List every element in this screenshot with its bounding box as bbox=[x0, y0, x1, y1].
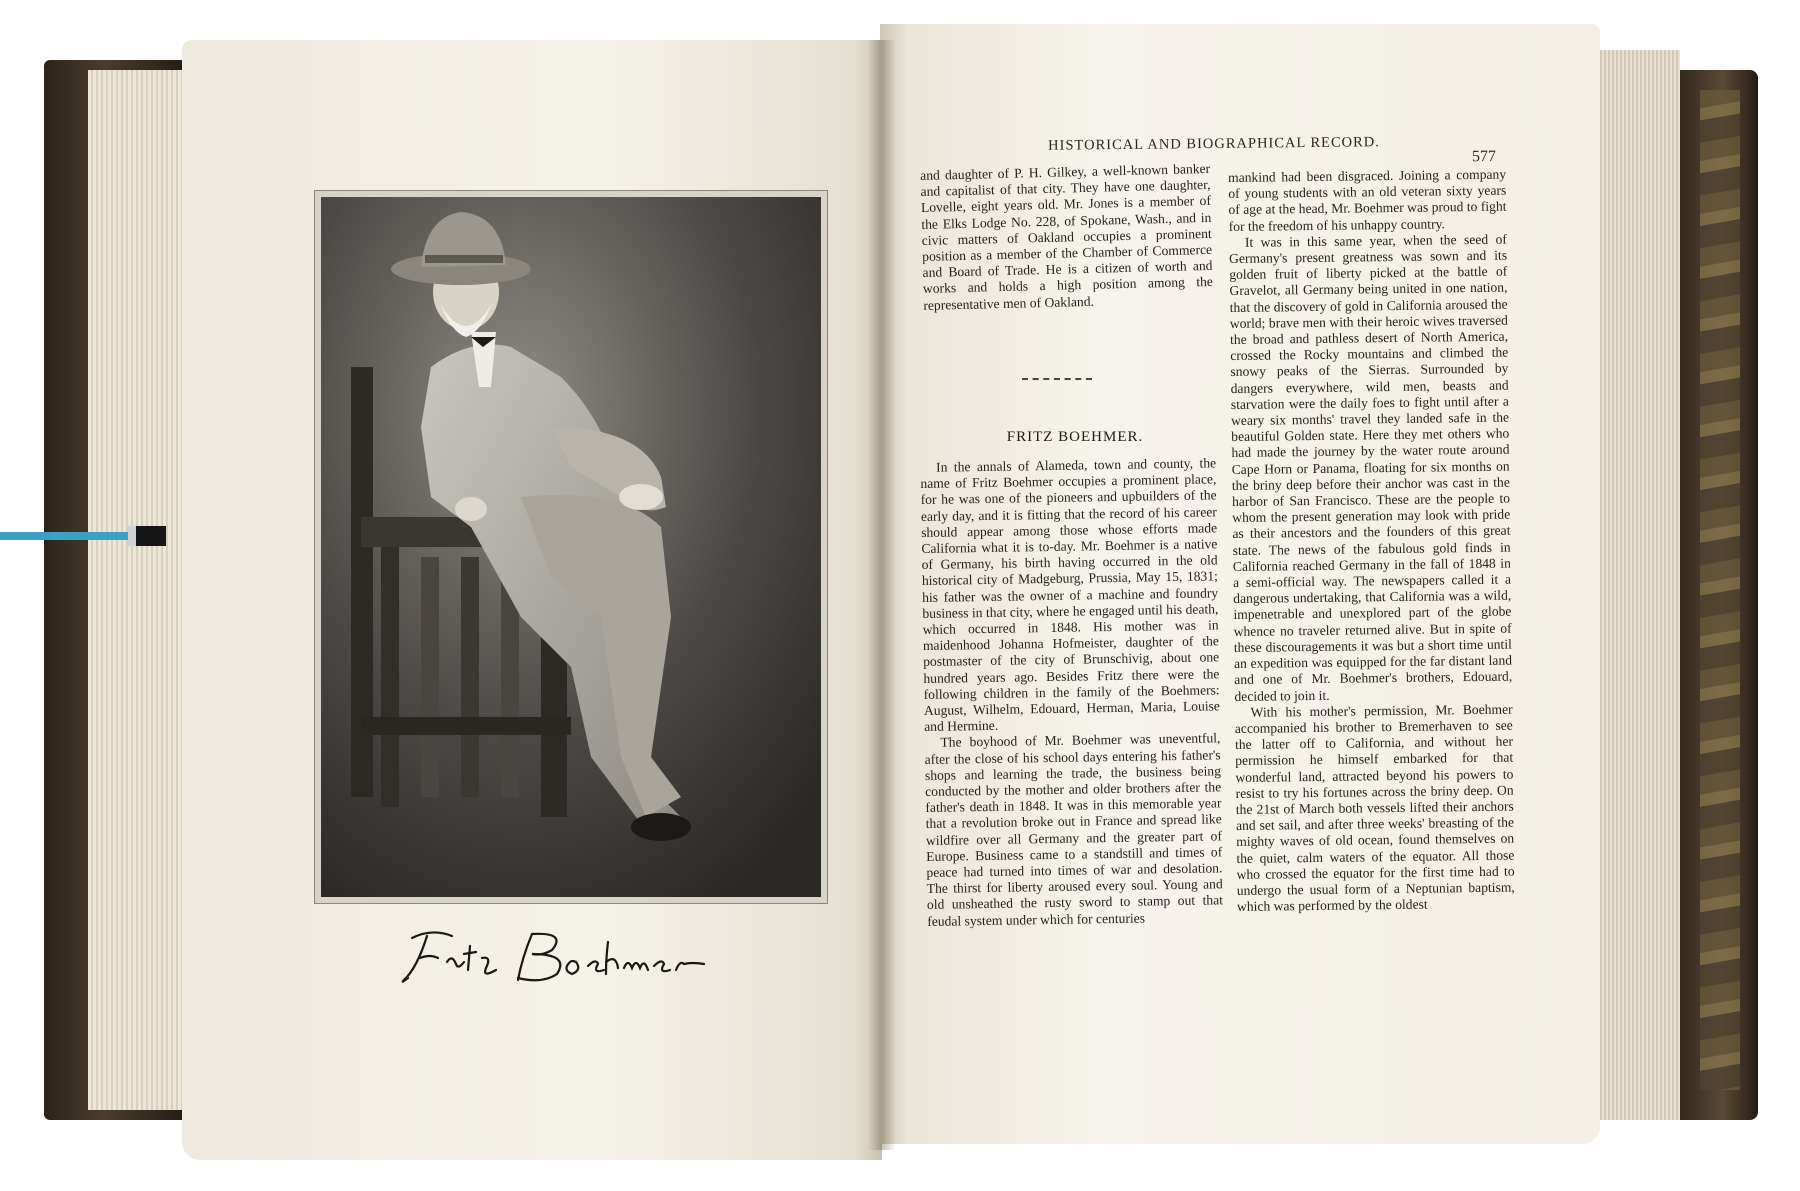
page-edges-right bbox=[1590, 50, 1680, 1120]
page-number: 577 bbox=[1471, 148, 1497, 166]
paragraph: It was in this same year, when the seed of Germany's present greatness was sown and its golden fruit of liberty picked at the battle of Gravelot, all Germany being united in one nation, that the discovery of gold in California aroused the world; brave men with their heroic wives traversed the broad and pathless desert of North America, crossed the Rocky mountains and climbed the snowy peaks of the Sierras. Surrounded by dangers everywhere, wild men, beasts and starvation were the daily foes to fight until after a weary six months' travel they landed safe in the beautiful Golden state. Here they met others who had made the journey by the water route around Cape Horn or Panama, floating for six months on the briny deep before their anchor was cast in the harbor of San Francisco. These are the people to whom the present generation may look with pride as their ancestors and the founders of this great state. The news of the fabulous gold finds in California reached Germany in the fall of 1848 in a semi-official way. The newspapers called it a dangerous undertaking, that California was a wild, impenetrable and unexplored part of the globe whence no traveler returned alive. But in spite of these discouragements it was but a short time until an expedition was equipped for the far distant land and one of Mr. Boehmer's brothers, Edouard, decided to join it. bbox=[1228, 231, 1513, 704]
portrait-photo bbox=[321, 197, 821, 897]
signature-image bbox=[392, 918, 752, 998]
paragraph: The boyhood of Mr. Boehmer was uneventful, after the close of his school days entering his father's shops and learning the trade, the business being conducted by the mother and older brothers after the father's death in 1848. It was in this memorable year that a revolution broke out in France and spread like wildfire over all Germany and the greater part of Europe. Business came to a standstill and times of peace had turned into times of war and desolation. The thirst for liberty aroused every soul. Young and old unsheathed the rusty sword to stamp out that feudal system under which for centuries bbox=[924, 730, 1224, 929]
section-title: FRITZ BOEHMER. bbox=[1006, 429, 1144, 445]
portrait-plate bbox=[314, 190, 828, 904]
paragraph: In the annals of Alameda, town and county, the name of Fritz Boehmer occupies a prominent place, for he was one of the pioneers and upbuilders of the early day, and it is fitting that the record of his career should appear among those whose efforts made California what it is to-day. Mr. Boehmer is a native of Germany, his birth having occurred in the old historical city of Madgeburg, Prussia, May 15, 1831; his father was the owner of a machine and foundry business in that city, where he engaged until his death, which occurred in 1848. His mother was in maidenhood Johanna Hofmeister, daughter of the postmaster of the city of Brunschivig, about one hundred years ago. Besides Fritz there were the following children in the family of the Boehmers: August, Wilhelm, Edouard, Herman, Maria, Louise and Hermine. bbox=[920, 455, 1221, 735]
article-continuation bbox=[920, 161, 1213, 314]
article-column-right bbox=[1228, 167, 1515, 916]
bookmark-ribbon-clip[interactable] bbox=[0, 526, 170, 546]
running-head: HISTORICAL AND BIOGRAPHICAL RECORD. bbox=[1048, 134, 1380, 154]
marbled-board bbox=[1700, 90, 1740, 1090]
continuation-paragraph: and daughter of P. H. Gilkey, a well-known banker and capitalist of that city. They have one daughter, Lovelle, eight years old. Mr. Jones is a member of the Elks Lodge No. 228, of Spokane, Wash., and in civic matters of Oakland occupies a prominent position as a member of the Chamber of Commerce and Board of Trade. He is a citizen of worth and works and holds a high position among the representative men of Oakland. bbox=[920, 160, 1214, 313]
section-divider bbox=[1022, 378, 1092, 381]
book-gutter bbox=[868, 40, 896, 1150]
paragraph: mankind had been disgraced. Joining a company of young students with an old veteran sixty years of age at the head, Mr. Boehmer was proud to fight for the freedom of his unhappy country. bbox=[1228, 166, 1507, 234]
paragraph: With his mother's permission, Mr. Boehmer accompanied his brother to Bremerhaven to see the latter off to California, and without her permission he himself embarked for that wonderful land, attracted beyond his powers to resist to try his fortunes across the briny deep. On the 21st of March both vessels lifted their anchors and set sail, and after three weeks' breasting of the mighty waves of old ocean, found themselves on the quiet, calm waters of the equator. All those who crossed the equator for the first time had to undergo the usual form of a Neptunian baptism, which was performed by the oldest bbox=[1234, 701, 1515, 915]
article-column-left bbox=[920, 455, 1223, 929]
